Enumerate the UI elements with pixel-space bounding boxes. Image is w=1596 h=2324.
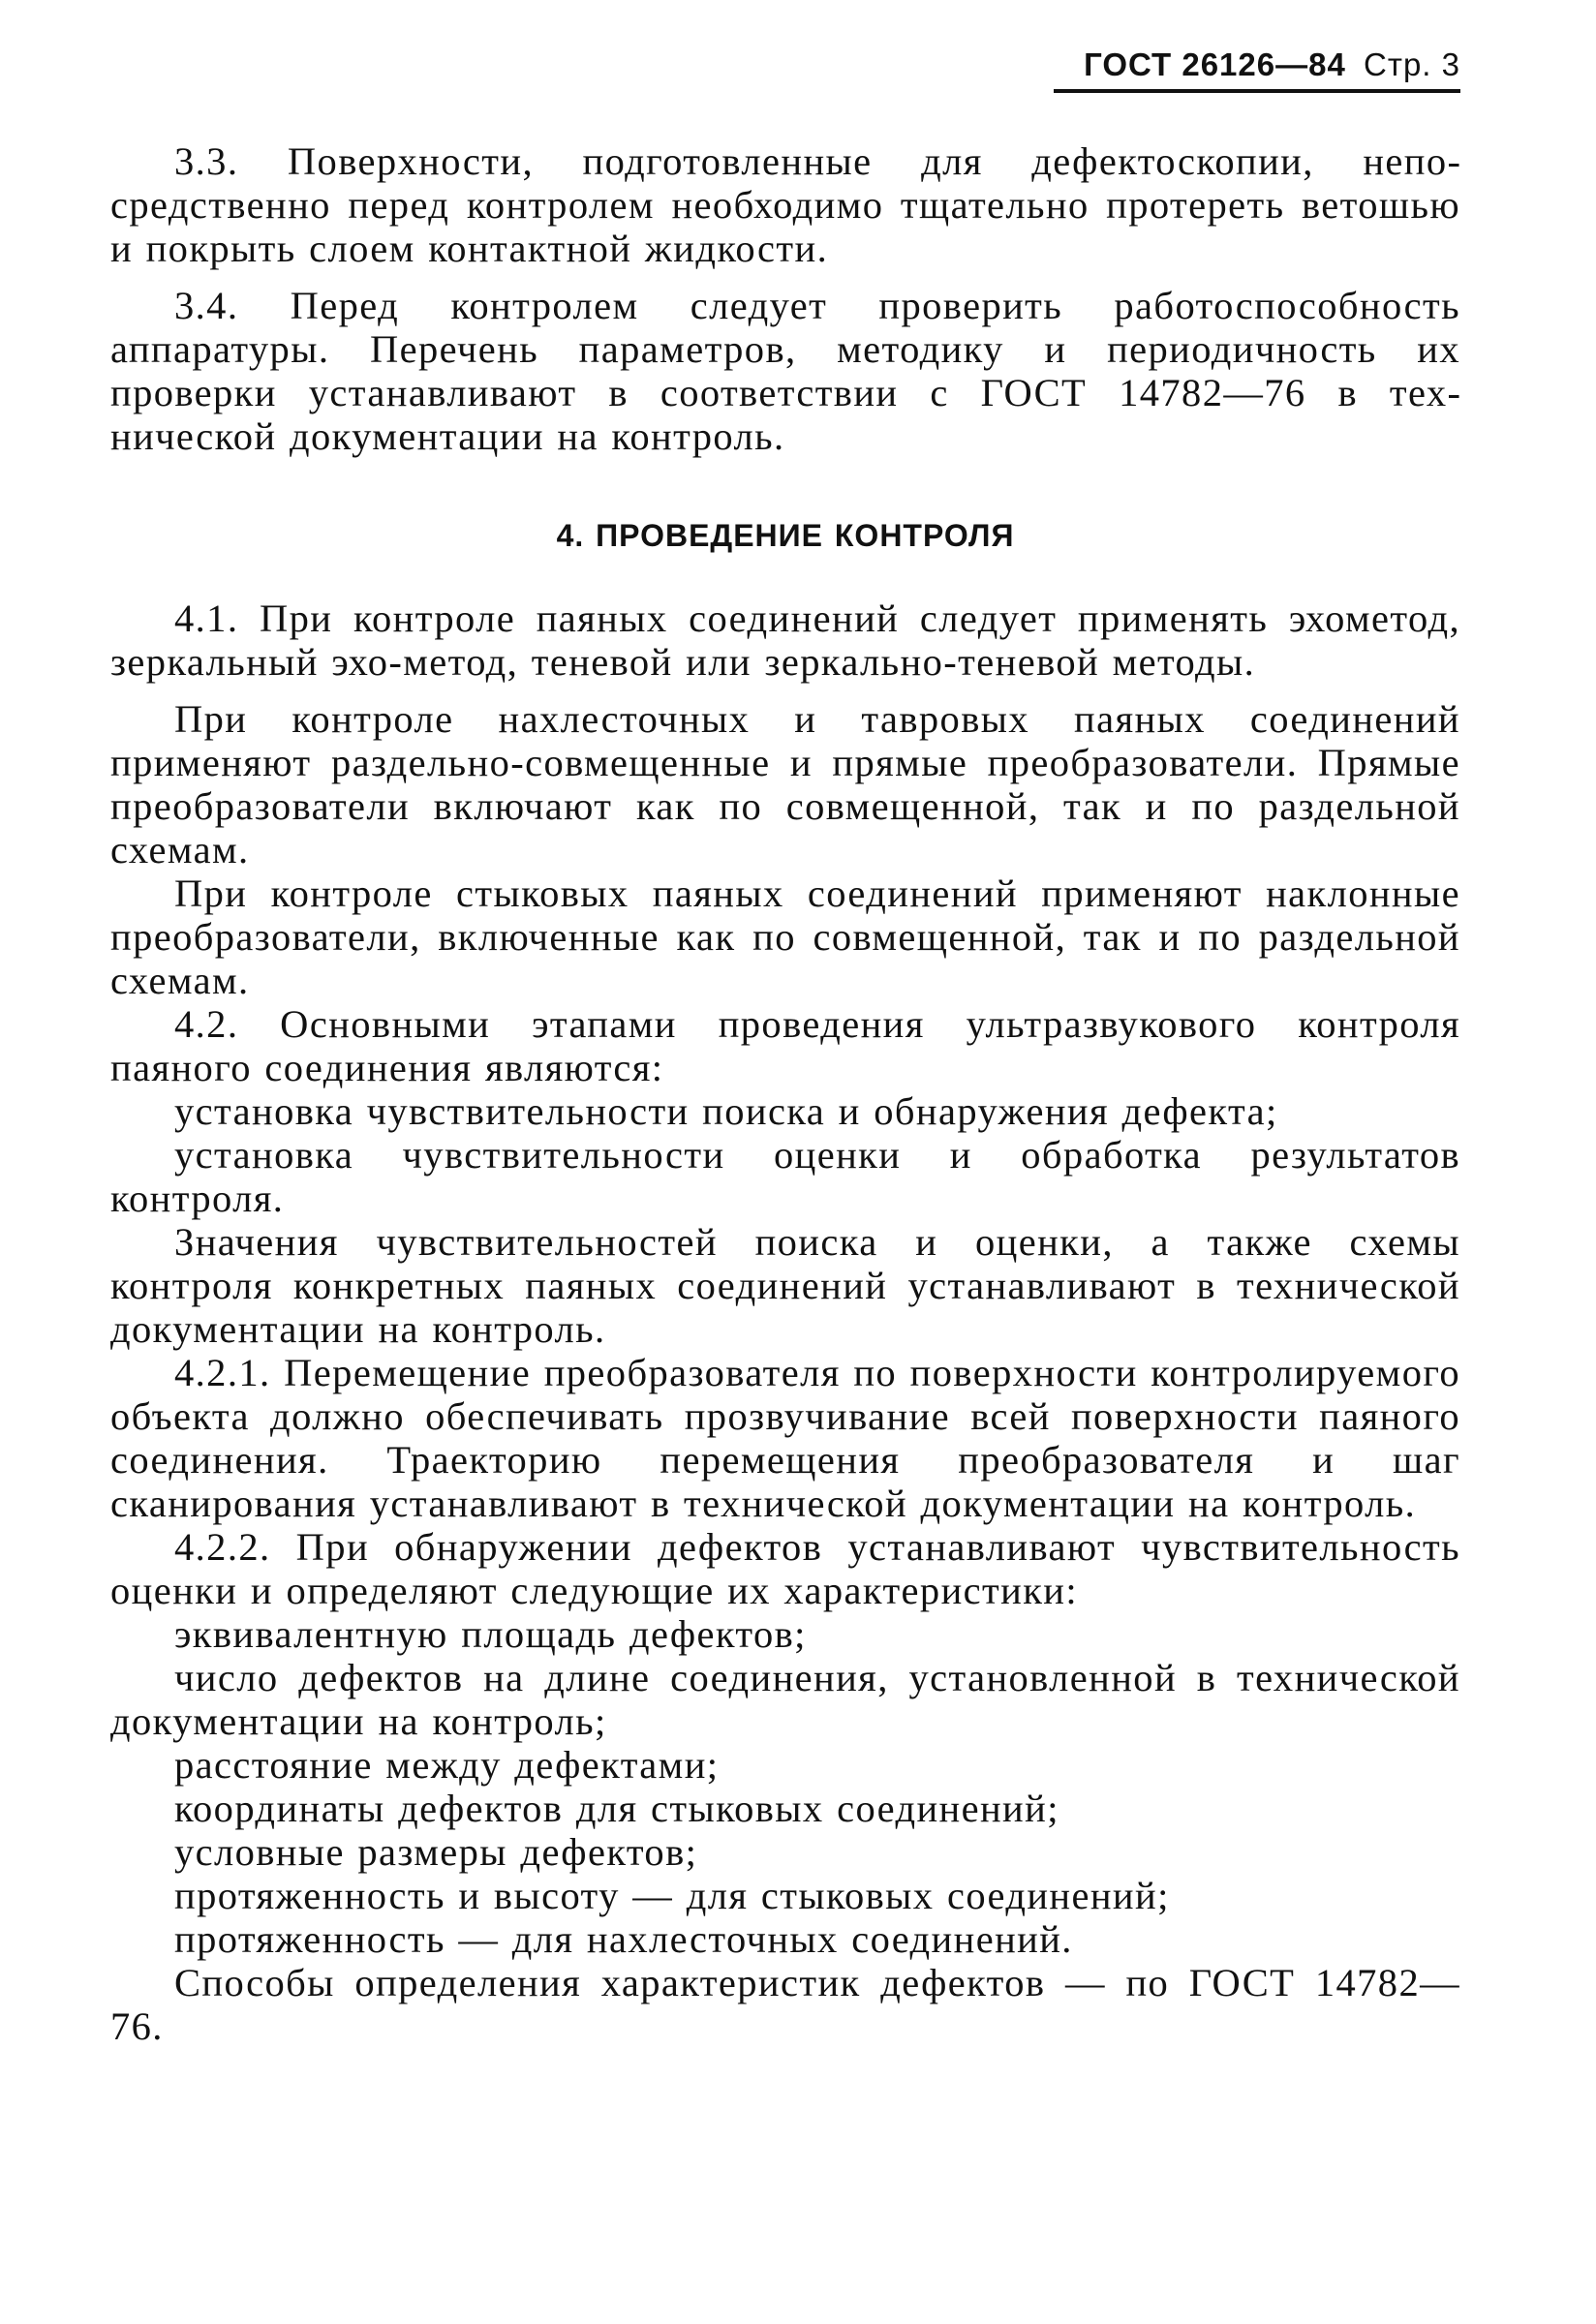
list-item: установка чувствительности оценки и обработка результатов контроля. <box>110 1133 1460 1220</box>
paragraph-3-4: 3.4. Перед контролем следует проверить работоспособность аппаратуры. Перечень параметров, методику и периодичность их проверки устанавливают в соответствии с ГОСТ 14782—76 в технической документации на контроль. <box>110 284 1460 458</box>
document-number: ГОСТ 26126—84 <box>1084 46 1346 82</box>
paragraph-4-1: 4.1. При контроле паяных соединений следует применять эхометод, зеркальный эхо-метод, теневой или зеркально-теневой методы. <box>110 596 1460 684</box>
paragraph-butt-joints: При контроле стыковых паяных соединений применяют наклонные преобразователи, включенные как по совмещенной, так и по раздельной схемам. <box>110 872 1460 1002</box>
page-number: Стр. 3 <box>1364 46 1460 82</box>
document-body <box>110 139 1460 2048</box>
document-page <box>110 46 1460 2048</box>
stages-list <box>110 1089 1460 1220</box>
list-item: протяженность и высоту — для стыковых соединений; <box>174 1874 1170 1917</box>
paragraph-4-2-1: 4.2.1. Перемещение преобразователя по поверхности контролируемого объекта должно обеспечивать прозвучивание всей поверхности паяного соединения. Траекторию перемещения преобразователя и шаг сканирования устанавливают в технической документации на контроль. <box>110 1351 1460 1525</box>
characteristics-list <box>110 1612 1460 1961</box>
paragraph-4-2: 4.2. Основными этапами проведения ультразвукового контроля паяного соединения являются: <box>110 1002 1460 1089</box>
paragraph-methods: Способы определения характеристик дефектов — по ГОСТ 14782—76. <box>110 1961 1460 2048</box>
list-item: координаты дефектов для стыковых соединений; <box>174 1787 1059 1830</box>
paragraph-3-3: 3.3. Поверхности, подготовленные для дефектоскопии, непосредственно перед контролем необходимо тщательно протереть ветошью и покрыть слоем контактной жидкости. <box>110 139 1460 270</box>
paragraph-4-2-2: 4.2.2. При обнаружении дефектов устанавливают чувствительность оценки и определяют следующие их характеристики: <box>110 1525 1460 1612</box>
list-item: установка чувствительности поиска и обнаружения дефекта; <box>174 1089 1278 1133</box>
list-item: эквивалентную площадь дефектов; <box>174 1612 807 1656</box>
list-item: число дефектов на длине соединения, установленной в технической документации на контроль; <box>110 1656 1460 1743</box>
section-title: 4. ПРОВЕДЕНИЕ КОНТРОЛЯ <box>556 518 1015 553</box>
header-rule <box>1054 89 1460 93</box>
list-item: расстояние между дефектами; <box>174 1743 720 1787</box>
list-item: условные размеры дефектов; <box>174 1830 698 1874</box>
page-header <box>110 46 1460 89</box>
paragraph-sensitivity-values: Значения чувствительностей поиска и оценки, а также схемы контроля конкретных паяных соединений устанавливают в технической документации на контроль. <box>110 1220 1460 1351</box>
paragraph-lap-joints: При контроле нахлесточных и тавровых паяных соединений применяют раздельно-совмещенные и прямые преобразователи. Прямые преобразователи включают как по совмещенной, так и по раздельной схемам. <box>110 697 1460 872</box>
list-item: протяженность — для нахлесточных соединений. <box>174 1917 1073 1961</box>
